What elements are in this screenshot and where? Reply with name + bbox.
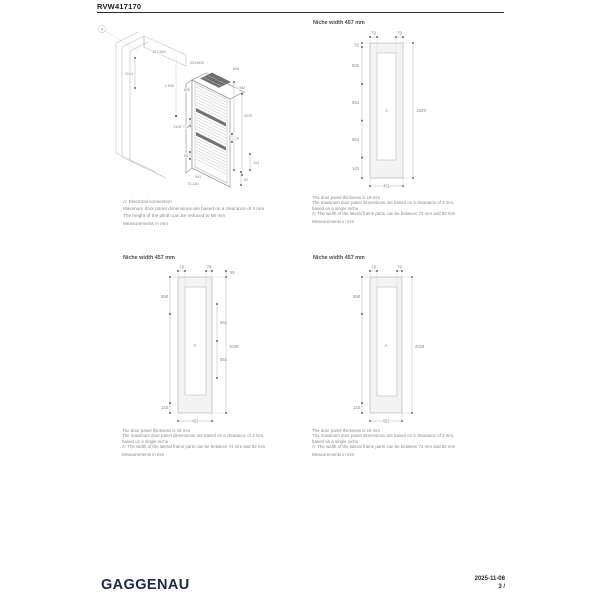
overview-note-line: Maximum door panel dimensions are based on a clearance of 3 mm xyxy=(123,206,265,212)
dim-seg-a: 558 xyxy=(353,294,360,299)
dim-electrical-height: 1 640 xyxy=(164,84,174,88)
header-rule xyxy=(97,12,504,13)
panel-note-line: The maximum door panel dimensions are based on a clearance of 3 mm, xyxy=(122,433,265,439)
panel-note-line: The maximum door panel dimensions are based on a clearance of 3 mm, xyxy=(312,433,455,439)
model-number: RVW417170 xyxy=(97,2,142,11)
panel-note-line: The door panel thickness is 19 mm xyxy=(312,428,381,433)
dim-gap: 79 xyxy=(235,137,240,141)
door-panel-diagram-top-right xyxy=(310,26,505,196)
dim-width: 451 xyxy=(383,183,390,189)
panel-note-line: The maximum door panel dimensions are based on a clearance of 3 mm, xyxy=(312,200,455,206)
panel-notes xyxy=(312,428,455,449)
dim-plinth-min: 58 xyxy=(183,154,188,158)
marker-a-label: A xyxy=(100,27,104,32)
footer-date: 2025-11-08 xyxy=(474,576,505,582)
dim-outlet: 82 xyxy=(244,178,249,182)
niche-walls xyxy=(116,32,186,178)
dim-top-gap: 55 xyxy=(354,42,359,48)
frame-width-label: A xyxy=(384,343,388,348)
dim-seg-a: 558 xyxy=(352,63,359,68)
dim-top-gap: 55 xyxy=(230,270,235,275)
dim-seg-b: 554 xyxy=(220,320,227,325)
measurements-note: Measurements in mm xyxy=(122,452,165,457)
dim-front-height: 2029 xyxy=(244,114,253,118)
door-panel-diagram-bottom-left xyxy=(105,260,305,430)
dim-niche-width: 457/460 xyxy=(152,50,166,54)
dim-bottom: 561 xyxy=(194,175,202,179)
panel-note-line: A: The width of the lateral frame parts can be between 74 mm and 82 mm xyxy=(122,443,266,449)
panel-title: Niche width 457 mm xyxy=(313,255,365,261)
measurements-note: Measurements in mm xyxy=(312,219,355,224)
dim-seg-d: 143 xyxy=(353,405,360,410)
dim-frame-right: 79 xyxy=(397,264,402,270)
dim-frame-left: 79 xyxy=(371,30,376,36)
dim-width: 451 xyxy=(191,418,199,424)
dim-side-top: 626 xyxy=(183,88,190,92)
overview-note-line: Measurements in mm xyxy=(123,220,169,226)
dim-frame-left: 79 xyxy=(371,264,376,270)
dim-seg-d: 143 xyxy=(352,166,359,171)
dim-seg-a: 558 xyxy=(161,294,168,299)
panel-note-line: based on a single niche xyxy=(312,205,359,211)
dim-rear-bottom: 243 xyxy=(253,161,260,165)
panel-title: Niche width 457 mm xyxy=(123,255,175,261)
dim-panel-height: 2102 +10 xyxy=(173,125,189,129)
dim-seg-d: 143 xyxy=(161,405,168,410)
dim-frame-left: 79 xyxy=(179,264,184,270)
panel-note-line: based on a single niche xyxy=(122,438,169,444)
dim-seg-c: 554 xyxy=(220,357,227,362)
dim-height: 2029 xyxy=(229,344,239,349)
electrical-connection-marker xyxy=(98,25,138,51)
overview-notes xyxy=(123,198,264,227)
dim-height: 2029 xyxy=(415,344,425,349)
dim-rear-height: 1 982 xyxy=(236,86,246,90)
panel-title: Niche width 457 mm xyxy=(313,20,365,26)
overview-note-line: The height of the plinth can be reduced to 58 mm xyxy=(123,213,226,219)
frame-width-label: A xyxy=(385,108,388,113)
overview-note-line: A: Electrical connection xyxy=(123,199,172,204)
dim-seg-b: 554 xyxy=(352,100,359,105)
measurements-note: Measurements in mm xyxy=(312,452,355,457)
dim-frame-right: 79 xyxy=(206,264,212,270)
panel-note-line: based on a single niche xyxy=(312,438,359,444)
door-panel-diagram-bottom-right xyxy=(300,260,500,430)
dim-width: 451 xyxy=(382,418,390,424)
dim-frame-right: 79 xyxy=(397,30,402,36)
dim-niche-height: 2164 xyxy=(124,72,133,76)
panel-note-line: A: The width of the lateral frame parts can be between 74 mm and 82 mm xyxy=(312,210,456,216)
footer-page-number: 3 / xyxy=(498,584,505,590)
panel-note-line: The door panel thickness is 19 mm xyxy=(312,195,381,200)
dim-plinth-range: 73-180 xyxy=(187,182,199,186)
panel-notes xyxy=(312,195,455,216)
panel-notes xyxy=(122,428,265,449)
frame-width-label: A xyxy=(193,343,197,348)
dim-top-width: 621/605 xyxy=(190,61,204,65)
gaggenau-logo: GAGGENAU xyxy=(101,577,190,593)
dim-seg-c: 554 xyxy=(352,137,359,142)
dim-height: 2029 xyxy=(416,108,426,113)
dim-depth: 608 xyxy=(233,67,240,71)
panel-note-line: The door panel thickness is 19 mm xyxy=(122,428,191,433)
overview-isometric-diagram xyxy=(95,20,300,200)
panel-note-line: A: The width of the lateral frame parts can be between 74 mm and 82 mm xyxy=(312,443,456,449)
